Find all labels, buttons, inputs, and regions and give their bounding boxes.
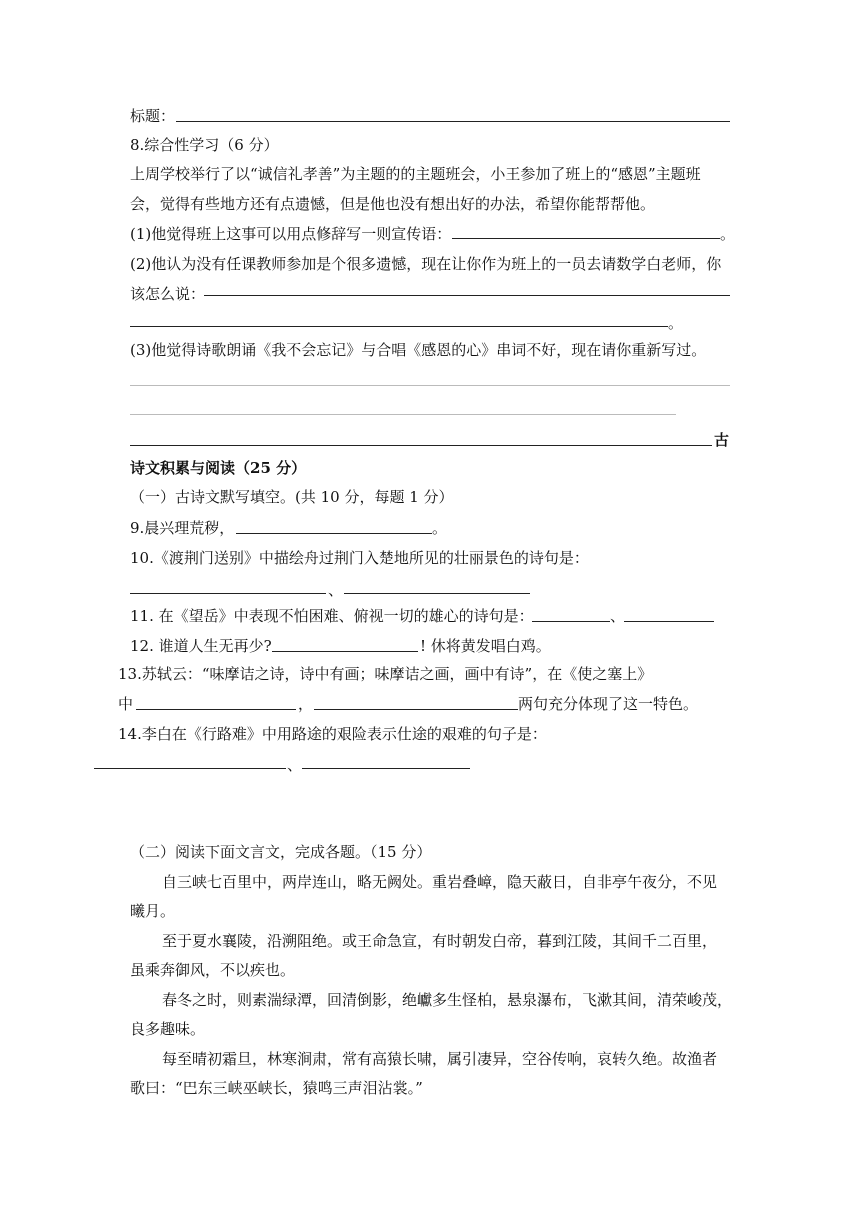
q8-part2-blank-2[interactable] [130,326,668,327]
q11-prompt: 11. 在《望岳》中表现不怕困难、俯视一切的雄心的诗句是： [130,607,534,625]
q8-part2-prompt-line2: 该怎么说： [130,285,206,303]
q14-blank-2[interactable] [302,768,470,769]
passage-para2-line2: 虽乘奔御风，不以疾也。 [130,961,296,979]
q12-rest: ! 休将黄发唱白鸡。 [420,637,551,655]
q13-end: 两句充分体现了这一特色。 [518,695,699,713]
q9-prompt: 9.晨兴理荒秽， [130,519,235,537]
q14-blank-1[interactable] [94,768,286,769]
q11-blank-1[interactable] [532,621,610,622]
q13-blank-2[interactable] [314,709,518,710]
q8-part2-blank-1[interactable] [204,295,730,296]
q8-part2-end: 。 [668,314,684,332]
passage-para3-line1: 春冬之时，则素湍绿潭，回清倒影，绝巘多生怪柏，悬泉瀑布，飞漱其间，清荣峻茂， [162,991,733,1009]
q8-intro-line2: 会，觉得有些地方还有点遗憾，但是他也没有想出好的办法，希望你能帮帮他。 [130,195,656,213]
q13-prompt-line2: 中 [118,695,134,713]
q8-heading: 8.综合性学习（6 分） [130,136,279,154]
q11-separator: 、 [610,607,626,625]
passage-para4-line1: 每至晴初霜旦，林寒涧肃，常有高猿长啸，属引凄异，空谷传响，哀转久绝。故渔者 [162,1050,718,1068]
q12-prompt: 12. 谁道人生无再少? [130,637,272,655]
q8-part1-blank[interactable] [452,238,720,239]
q8-part3-blank-1[interactable] [130,385,730,386]
q10-separator: 、 [328,581,344,599]
part1-heading: （一）古诗文默写填空。(共 10 分，每题 1 分） [130,488,454,506]
q8-intro-line1: 上周学校举行了以“诚信礼孝善”为主题的的主题班会，小王参加了班上的“感恩”主题班 [130,165,701,183]
passage-para1-line2: 曦月。 [130,902,176,920]
q8-part1-prompt: (1)他觉得班上这事可以用点修辞写一则宣传语： [130,225,452,243]
q8-part2-prompt-line1: (2)他认为没有任课教师参加是个很多遗憾，现在让你作为班上的一员去请数学白老师，你 [130,255,722,273]
section-title: 诗文积累与阅读（25 分） [130,459,307,477]
q13-separator: ， [298,695,314,713]
q14-prompt: 14.李白在《行路难》中用路途的艰险表示仕途的艰难的句子是： [118,725,547,743]
title-label: 标题： [130,107,176,125]
q8-part3-prompt: (3)他觉得诗歌朗诵《我不会忘记》与合唱《感恩的心》串词不好，现在请你重新写过。 [130,341,707,359]
passage-para3-line2: 良多趣味。 [130,1020,206,1038]
q13-blank-1[interactable] [136,709,296,710]
q14-separator: 、 [287,756,303,774]
q11-blank-2[interactable] [624,621,714,622]
q10-prompt: 10.《渡荆门送别》中描绘舟过荆门入楚地所见的壮丽景色的诗句是： [130,549,589,567]
q8-part1-end: 。 [720,225,736,243]
title-blank[interactable] [176,121,730,122]
passage-para1-line1: 自三峡七百里中，两岸连山，略无阙处。重岩叠嶂，隐天蔽日，自非亭午夜分，不见 [162,873,718,891]
q10-blank-1[interactable] [130,593,326,594]
q10-blank-2[interactable] [344,593,530,594]
q9-end: 。 [432,519,448,537]
q8-part3-blank-2[interactable] [130,414,676,415]
passage-para4-line2: 歌曰：“巴东三峡巫峡长，猿鸣三声泪沾裳。” [130,1079,423,1097]
passage-para2-line1: 至于夏水襄陵，沿溯阻绝。或王命急宣，有时朝发白帝，暮到江陵，其间千二百里， [162,932,718,950]
section-title-char: 古 [714,431,730,449]
q12-blank[interactable] [272,651,418,652]
q9-blank[interactable] [236,533,432,534]
q13-prompt-line1: 13.苏轼云：“味摩诘之诗，诗中有画；味摩诘之画，画中有诗”，在《使之塞上》 [118,665,653,683]
part2-heading: （二）阅读下面文言文，完成各题。（15 分） [130,843,432,861]
section-divider-blank [130,445,712,446]
